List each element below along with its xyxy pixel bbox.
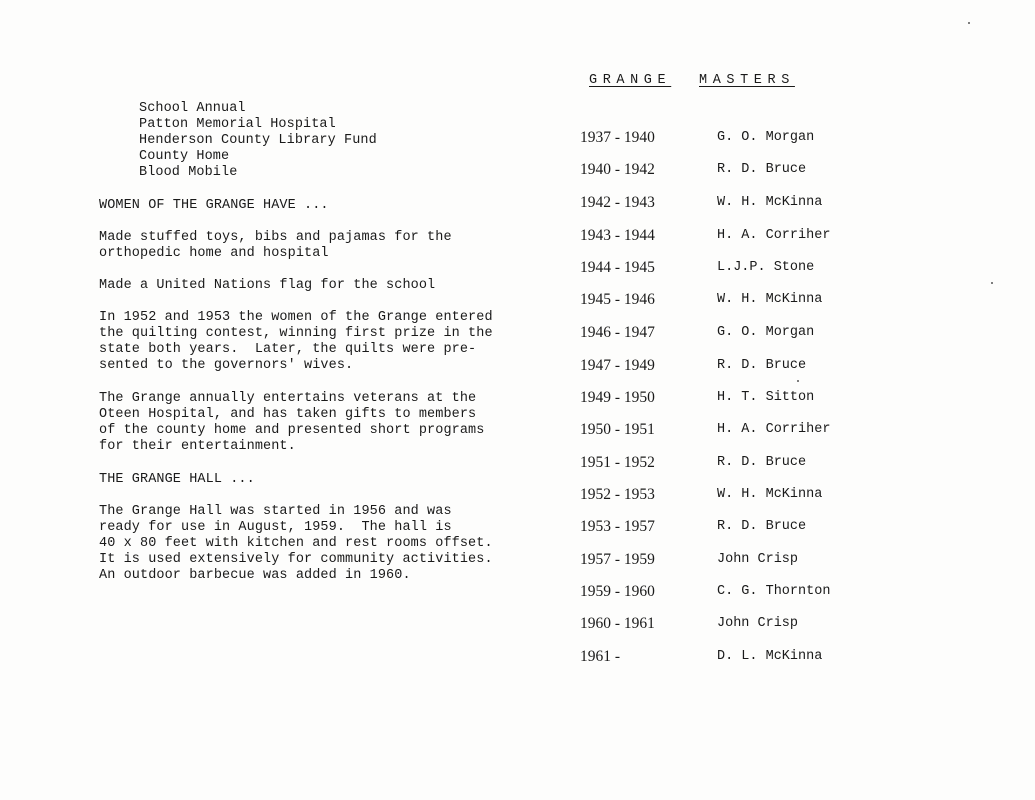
paragraph-line: An outdoor barbecue was added in 1960. <box>99 568 411 583</box>
masters-row <box>580 357 880 377</box>
paragraph-line: sented to the governors' wives. <box>99 358 354 373</box>
masters-years: 1945 - 1946 <box>580 291 655 308</box>
masters-row <box>580 583 880 603</box>
section-heading-women: WOMEN OF THE GRANGE HAVE ... <box>99 198 329 213</box>
masters-row <box>580 421 880 441</box>
masters-name: R. D. Bruce <box>717 358 807 373</box>
masters-years: 1950 - 1951 <box>580 421 655 438</box>
donation-item: Patton Memorial Hospital <box>139 117 336 132</box>
masters-years: 1961 - <box>580 648 621 665</box>
masters-row <box>580 129 880 149</box>
masters-row <box>580 486 880 506</box>
masters-name: R. D. Bruce <box>717 519 807 534</box>
grange-masters-heading-word2: MASTERS <box>699 73 795 88</box>
masters-name: H. A. Corriher <box>717 422 831 437</box>
masters-row <box>580 454 880 474</box>
donation-item: Henderson County Library Fund <box>139 133 377 148</box>
paper-speck <box>968 22 970 24</box>
donation-item: County Home <box>139 149 230 164</box>
masters-row <box>580 551 880 571</box>
masters-years: 1959 - 1960 <box>580 583 655 600</box>
paragraph-line: Made stuffed toys, bibs and pajamas for the <box>99 230 452 245</box>
paragraph-line: of the county home and presented short programs <box>99 423 485 438</box>
paragraph-line: orthopedic home and hospital <box>99 246 329 261</box>
paragraph-line: the quilting contest, winning first prize in the <box>99 326 493 341</box>
masters-years: 1944 - 1945 <box>580 259 655 276</box>
masters-name: John Crisp <box>717 616 799 631</box>
masters-years: 1937 - 1940 <box>580 129 655 146</box>
masters-name: H. T. Sitton <box>717 390 815 405</box>
donation-item: Blood Mobile <box>139 165 238 180</box>
masters-years: 1943 - 1944 <box>580 227 655 244</box>
paper-speck <box>797 380 799 382</box>
masters-row <box>580 518 880 538</box>
paragraph-line: ready for use in August, 1959. The hall is <box>99 520 452 535</box>
paragraph-line: Made a United Nations flag for the school <box>99 278 436 293</box>
paragraph-line: Oteen Hospital, and has taken gifts to members <box>99 407 477 422</box>
masters-years: 1953 - 1957 <box>580 518 655 535</box>
section-heading-hall: THE GRANGE HALL ... <box>99 472 255 487</box>
masters-name: R. D. Bruce <box>717 455 807 470</box>
masters-years: 1957 - 1959 <box>580 551 655 568</box>
masters-name: R. D. Bruce <box>717 162 807 177</box>
paragraph-line: In 1952 and 1953 the women of the Grange entered <box>99 310 493 325</box>
masters-years: 1940 - 1942 <box>580 161 655 178</box>
masters-name: H. A. Corriher <box>717 228 831 243</box>
masters-row <box>580 615 880 635</box>
masters-row <box>580 389 880 409</box>
masters-row <box>580 227 880 247</box>
masters-years: 1960 - 1961 <box>580 615 655 632</box>
masters-name: G. O. Morgan <box>717 325 815 340</box>
masters-years: 1949 - 1950 <box>580 389 655 406</box>
masters-name: W. H. McKinna <box>717 487 823 502</box>
paragraph-line: 40 x 80 feet with kitchen and rest rooms offset. <box>99 536 493 551</box>
masters-years: 1942 - 1943 <box>580 194 655 211</box>
grange-masters-heading-word1: GRANGE <box>589 73 672 88</box>
masters-years: 1946 - 1947 <box>580 324 655 341</box>
masters-years: 1951 - 1952 <box>580 454 655 471</box>
paragraph-line: The Grange Hall was started in 1956 and was <box>99 504 452 519</box>
masters-name: L.J.P. Stone <box>717 260 815 275</box>
masters-name: W. H. McKinna <box>717 195 823 210</box>
donation-item: School Annual <box>139 101 246 116</box>
paragraph-line: state both years. Later, the quilts were pre- <box>99 342 477 357</box>
masters-row <box>580 291 880 311</box>
paper-speck <box>991 282 993 284</box>
paragraph-line: The Grange annually entertains veterans at the <box>99 391 477 406</box>
masters-years: 1947 - 1949 <box>580 357 655 374</box>
masters-row <box>580 161 880 181</box>
masters-row <box>580 259 880 279</box>
masters-row <box>580 194 880 214</box>
masters-name: D. L. McKinna <box>717 649 823 664</box>
masters-row <box>580 324 880 344</box>
masters-name: G. O. Morgan <box>717 130 815 145</box>
masters-name: C. G. Thornton <box>717 584 831 599</box>
masters-name: John Crisp <box>717 552 799 567</box>
paragraph-line: for their entertainment. <box>99 439 296 454</box>
masters-name: W. H. McKinna <box>717 292 823 307</box>
paragraph-line: It is used extensively for community activities. <box>99 552 493 567</box>
masters-row <box>580 648 880 668</box>
masters-years: 1952 - 1953 <box>580 486 655 503</box>
